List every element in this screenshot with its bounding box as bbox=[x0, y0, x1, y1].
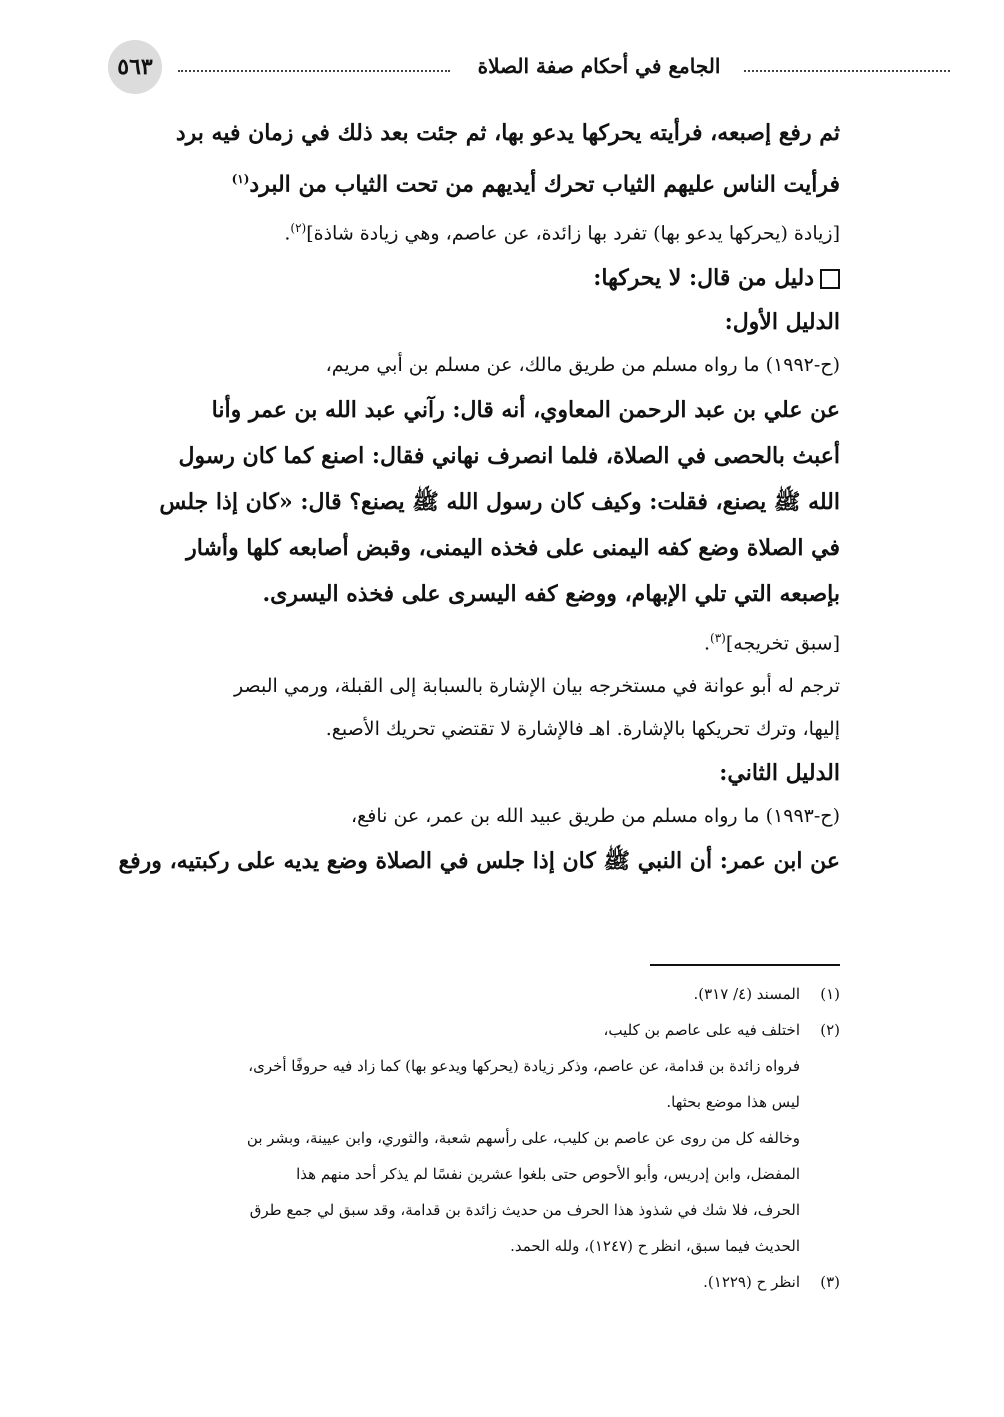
footnote-text: وخالفه كل من روى عن عاصم بن كليب، على رأسهم شعبة، والثوري، وابن عيينة، وبشر بن bbox=[246, 1129, 800, 1147]
footnote-text: اختلف فيه على عاصم بن كليب، bbox=[603, 1021, 800, 1039]
body-line bbox=[118, 433, 840, 479]
footnote-text: المسند (٤/ ٣١٧). bbox=[693, 985, 800, 1003]
body-line bbox=[118, 708, 840, 751]
body-line bbox=[118, 256, 840, 300]
main-text bbox=[118, 110, 840, 884]
footnote-ref: (١) bbox=[231, 172, 250, 186]
footnote-text: الحديث فيما سبق، انظر ح (١٢٤٧)، ولله الحمد. bbox=[510, 1237, 800, 1255]
body-line-text: الدليل الأول: bbox=[724, 308, 840, 335]
body-line bbox=[118, 665, 840, 708]
body-line-text: عن ابن عمر: أن النبي ﷺ كان إذا جلس في الصلاة وضع يديه على ركبتيه، ورفع bbox=[118, 847, 840, 874]
footnote-line bbox=[118, 1228, 840, 1264]
body-line bbox=[118, 300, 840, 344]
footnote-line bbox=[118, 1120, 840, 1156]
footnote-line bbox=[118, 1192, 840, 1228]
footnote-number: (٣) bbox=[820, 1273, 840, 1291]
footnote-text: انظر ح (١٢٢٩). bbox=[703, 1273, 800, 1291]
body-line-text: في الصلاة وضع كفه اليمنى على فخذه اليمنى، وقبض أصابعه كلها وأشار bbox=[186, 534, 840, 561]
body-line-text: فرأيت الناس عليهم الثياب تحرك أيديهم من تحت الثياب من البرد bbox=[249, 171, 840, 198]
checkbox-square-icon bbox=[820, 269, 840, 289]
body-line bbox=[118, 156, 840, 207]
footnote-line bbox=[118, 976, 840, 1012]
body-line bbox=[118, 617, 840, 665]
page-number: ٥٦٣ bbox=[108, 40, 162, 94]
body-line bbox=[118, 838, 840, 884]
line-end-punct: . bbox=[703, 631, 711, 654]
line-end-punct: . bbox=[284, 222, 291, 245]
dotted-leader-right bbox=[744, 70, 950, 72]
footnote-number: (١) bbox=[820, 985, 840, 1003]
body-line-text: (ح-١٩٩٢) ما رواه مسلم من طريق مالك، عن مسلم بن أبي مريم، bbox=[325, 353, 840, 376]
footnote-line bbox=[118, 1084, 840, 1120]
body-line bbox=[118, 525, 840, 571]
footnote-text: ليس هذا موضع بحثها. bbox=[666, 1093, 800, 1111]
body-line bbox=[118, 751, 840, 795]
body-line-text: الدليل الثاني: bbox=[719, 759, 840, 786]
footnote-text: المفضل، وابن إدريس، وأبو الأحوص حتى بلغوا عشرين نفسًا لم يذكر أحد منهم هذا bbox=[296, 1165, 800, 1183]
body-line-text: [سبق تخريجه] bbox=[725, 631, 840, 654]
body-line bbox=[118, 344, 840, 387]
running-title: الجامع في أحكام صفة الصلاة bbox=[477, 54, 721, 78]
body-line-text: [زيادة (يحركها يدعو بها) تفرد بها زائدة، عن عاصم، وهي زيادة شاذة] bbox=[306, 222, 840, 245]
body-line-text: عن علي بن عبد الرحمن المعاوي، أنه قال: رآني عبد الله بن عمر وأنا bbox=[211, 396, 840, 423]
body-line bbox=[118, 387, 840, 433]
body-line-text: إليها، وترك تحريكها بالإشارة. اهـ فالإشارة لا تقتضي تحريك الأصبع. bbox=[325, 717, 840, 740]
body-line-text: بإصبعه التي تلي الإبهام، ووضع كفه اليسرى على فخذه اليسرى. bbox=[262, 580, 840, 607]
footnote-line bbox=[118, 1264, 840, 1300]
body-line bbox=[118, 479, 840, 525]
footnote-separator bbox=[650, 964, 840, 966]
body-line-text: الله ﷺ يصنع، فقلت: وكيف كان رسول الله ﷺ يصنع؟ قال: «كان إذا جلس bbox=[159, 488, 840, 515]
footnote-text: الحرف، فلا شك في شذوذ هذا الحرف من حديث زائدة بن قدامة، وقد سبق لي جمع طرق bbox=[249, 1201, 800, 1219]
footnotes bbox=[118, 976, 840, 1300]
body-line bbox=[118, 207, 840, 255]
footnote-ref: (٣) bbox=[710, 630, 726, 645]
footnote-line bbox=[118, 1048, 840, 1084]
body-line-text: ثم رفع إصبعه، فرأيته يحركها يدعو بها، ثم جئت بعد ذلك في زمان فيه برد bbox=[175, 120, 840, 146]
body-line bbox=[118, 110, 840, 156]
page-header bbox=[108, 40, 850, 98]
body-line bbox=[118, 571, 840, 617]
body-line-text: دليل من قال: لا يحركها: bbox=[593, 264, 814, 291]
footnote-ref: (٢) bbox=[290, 221, 307, 236]
dotted-leader-left bbox=[178, 70, 450, 72]
body-line-text: ترجم له أبو عوانة في مستخرجه بيان الإشارة بالسبابة إلى القبلة، ورمي البصر bbox=[234, 674, 840, 697]
footnote-text: فرواه زائدة بن قدامة، عن عاصم، وذكر زيادة (يحركها ويدعو بها) كما زاد فيه حروفًا أخرى، bbox=[248, 1057, 800, 1075]
body-line-text: أعبث بالحصى في الصلاة، فلما انصرف نهاني فقال: اصنع كما كان رسول bbox=[178, 442, 840, 469]
body-line-text: (ح-١٩٩٣) ما رواه مسلم من طريق عبيد الله بن عمر، عن نافع، bbox=[351, 804, 840, 827]
footnote-line bbox=[118, 1156, 840, 1192]
body-line bbox=[118, 795, 840, 838]
footnote-number: (٢) bbox=[820, 1021, 840, 1039]
footnote-line bbox=[118, 1012, 840, 1048]
